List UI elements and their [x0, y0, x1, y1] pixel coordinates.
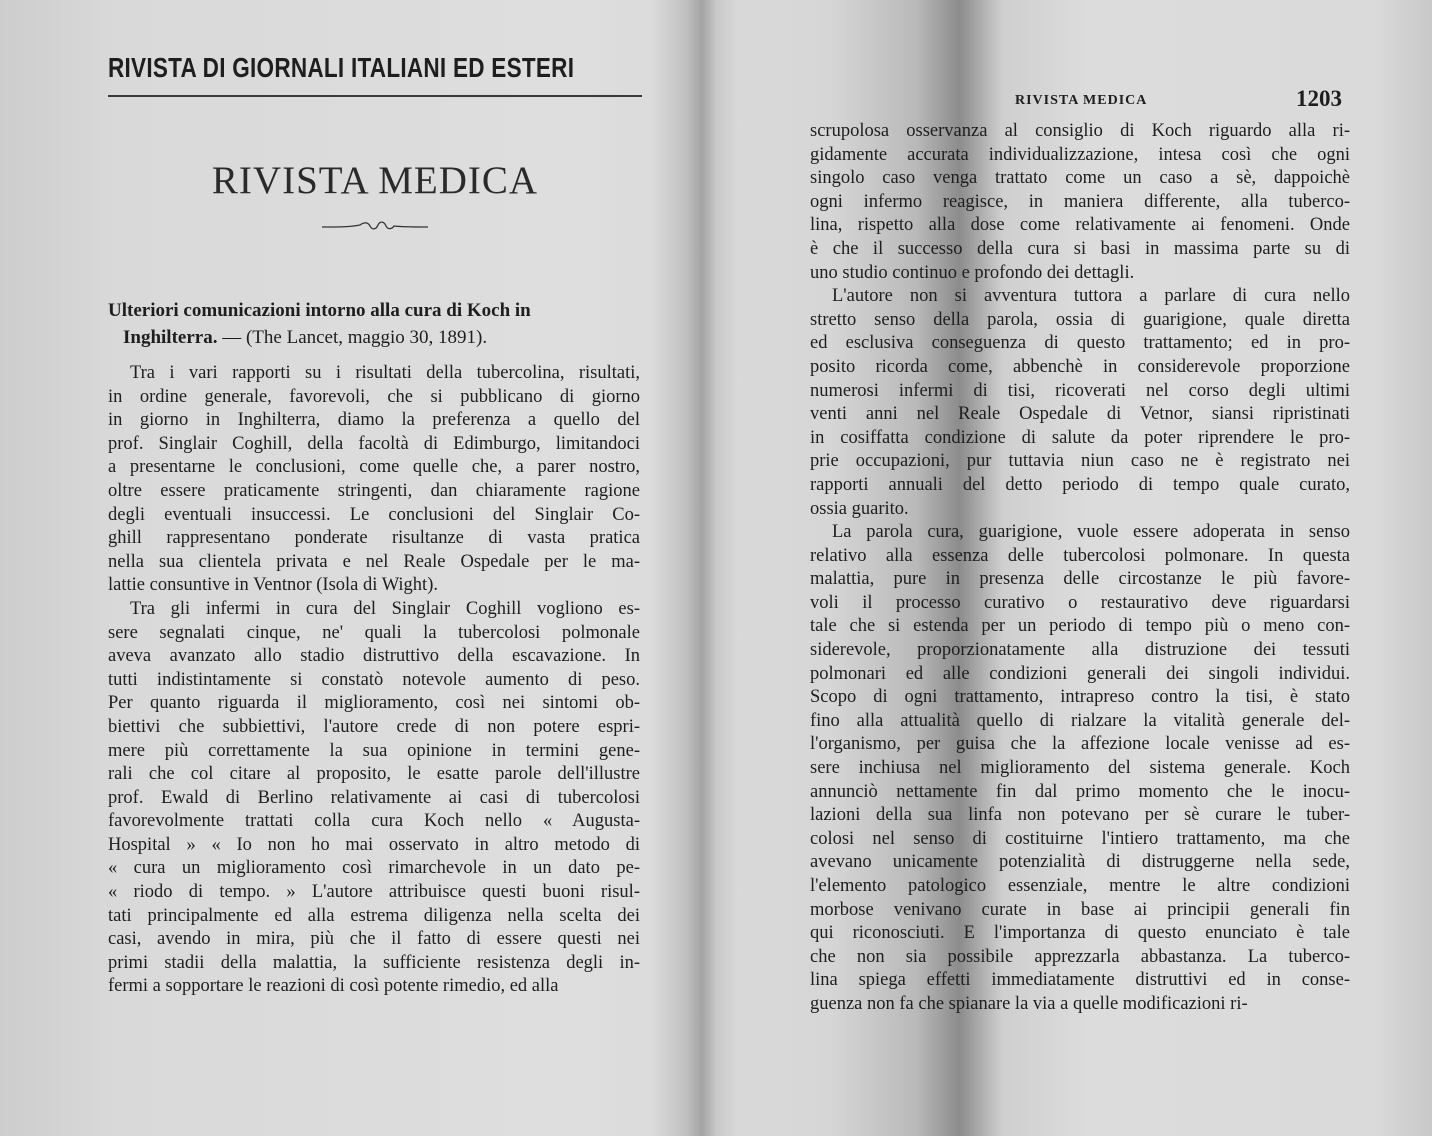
- text-line: fino alla attualità quello di rialzare la vitalità generale del-: [810, 710, 1350, 731]
- text-line: venti anni nel Reale Ospedale di Vetnor, siansi ripristinati: [810, 404, 1350, 425]
- text-line: prof. Ewald di Berlino relativamente ai casi di tubercolosi: [108, 787, 640, 808]
- text-line: posito ricorda come, abbenchè in considerevole proporzione: [810, 356, 1350, 377]
- text-line: gidamente accurata individualizzazione, intesa così che ogni: [810, 144, 1350, 165]
- section-header: RIVISTA DI GIORNALI ITALIANI ED ESTERI: [108, 52, 575, 83]
- text-line: in ordine generale, favorevoli, che si pubblicano di giorno: [108, 386, 640, 407]
- text-line: lina, rispetto alla dose come relativamente ai fenomeni. Onde: [810, 215, 1350, 236]
- text-line: lattie consuntive in Ventnor (Isola di Wight).: [108, 575, 438, 596]
- left-body-text: [108, 362, 640, 999]
- text-line: L'autore non si avventura tuttora a parlare di cura nello: [832, 286, 1350, 307]
- text-line: guenza non fa che spianare la via a quelle modificazioni ri-: [810, 993, 1248, 1014]
- text-line: sere segnalati cinque, ne' quali la tubercolosi polmonale: [108, 622, 640, 643]
- right-body-text: [810, 120, 1350, 1017]
- text-line: in giorno in Inghilterra, diamo la preferenza a quello del: [108, 410, 640, 431]
- text-line: rali che col citare al proposito, le esatte parole dell'illustre: [108, 764, 640, 785]
- article-source: — (The Lancet, maggio 30, 1891).: [217, 327, 488, 348]
- text-line: Per quanto riguarda il miglioramento, così nei sintomi ob-: [108, 693, 640, 714]
- text-line: degli eventuali insuccessi. Le conclusioni del Singlair Co-: [108, 504, 640, 525]
- text-line: sere inchiusa nel miglioramento del sistema generale. Koch: [810, 758, 1350, 779]
- text-line: « riodo di tempo. » L'autore attribuisce questi buoni risul-: [108, 882, 640, 903]
- text-line: prie occupazioni, pur tuttavia niun caso ne è registrato nei: [810, 451, 1350, 472]
- text-line: colosi nel senso di costituirne l'intiero trattamento, ma che: [810, 828, 1350, 849]
- book-spine-shadow: [652, 0, 738, 1136]
- text-line: siderevole, proporzionatamente alla distruzione dei tessuti: [810, 640, 1350, 661]
- text-line: scrupolosa osservanza al consiglio di Koch riguardo alla ri-: [810, 121, 1350, 141]
- text-line: prof. Singlair Coghill, della facoltà di Edimburgo, limitandoci: [108, 433, 640, 454]
- ornament-divider: [320, 218, 430, 234]
- text-line: morbose venivano curate in base ai principii generali fin: [810, 899, 1350, 920]
- text-line: polmonari ed alle condizioni generali dei singoli individui.: [810, 663, 1350, 684]
- text-line: stretto senso della parola, ossia di guarigione, quale diretta: [810, 309, 1350, 330]
- text-line: l'elemento patologico essenziale, mentre le altre condizioni: [810, 876, 1350, 896]
- text-line: mere più correttamente la sua opinione in termini gene-: [108, 740, 640, 761]
- text-line: ghill rappresentano ponderate risultanze di vasta pratica: [108, 528, 640, 549]
- text-line: uno studio continuo e profondo dei dettagli.: [810, 262, 1135, 283]
- text-line: l'organismo, per guisa che la affezione locale venisse ad es-: [810, 734, 1350, 755]
- text-line: lazioni della sua linfa non potevano per sè curare le tuber-: [810, 805, 1350, 826]
- text-line: avevano unicamente potenzialità di distruggerne nella sede,: [810, 852, 1350, 873]
- text-line: voli il processo curativo o restaurativo deve riguardarsi: [810, 592, 1350, 613]
- text-line: primi stadii della malattia, la sufficiente resistenza degli in-: [108, 952, 640, 973]
- text-line: tati principalmente ed alla estrema diligenza nella scelta dei: [108, 905, 640, 926]
- text-line: numerosi infermi di tisi, ricoverati nel corso degli ultimi: [810, 380, 1350, 401]
- text-line: a presentarne le conclusioni, come quelle che, a parer nostro,: [108, 457, 640, 478]
- text-line: relativo alla essenza delle tubercolosi polmonare. In questa: [810, 545, 1350, 566]
- text-line: ed esclusiva conseguenza di questo trattamento; ed in pro-: [810, 333, 1350, 354]
- text-line: casi, avendo in mira, più che il fatto di essere questi nei: [108, 929, 640, 950]
- article-title-end: Inghilterra.: [123, 327, 218, 348]
- text-line: Tra i vari rapporti su i risultati della tubercolina, risultati,: [130, 363, 640, 383]
- page-number: 1203: [1296, 86, 1342, 111]
- text-line: favorevolmente trattati colla cura Koch nello « Augusta-: [108, 811, 640, 832]
- text-line: Tra gli infermi in cura del Singlair Coghill vogliono es-: [130, 598, 640, 619]
- rubric-title: RIVISTA MEDICA: [211, 159, 539, 202]
- article-title-line-1: Ulteriori comunicazioni intorno alla cura di Koch in: [108, 300, 531, 321]
- text-line: tale che si estenda per un periodo di tempo più o meno con-: [810, 616, 1350, 637]
- text-line: singolo caso venga trattato come un caso a sè, dappoichè: [810, 168, 1350, 189]
- text-line: ossia guarito.: [810, 498, 909, 519]
- text-line: Hospital » « Io non ho mai osservato in altro metodo di: [108, 834, 640, 855]
- text-line: è che il successo della cura si basi in massima parte su di: [810, 238, 1350, 259]
- running-head: RIVISTA MEDICA: [1015, 93, 1148, 108]
- text-line: in cosiffatta condizione di salute da poter riprendere le pro-: [810, 427, 1350, 448]
- text-line: oltre essere praticamente stringenti, dan chiaramente ragione: [108, 480, 640, 501]
- text-line: aveva avanzato allo stadio distruttivo della escavazione. In: [108, 646, 640, 667]
- text-line: La parola cura, guarigione, vuole essere adoperata in senso: [832, 522, 1350, 543]
- text-line: « cura un miglioramento così rimarchevole in un dato pe-: [108, 858, 640, 879]
- article-title-line-2: [108, 324, 642, 351]
- text-line: tutti indistintamente si constatò notevole aumento di peso.: [108, 669, 640, 690]
- text-line: ogni infermo reagisce, in maniera differente, alla tuberco-: [810, 191, 1350, 212]
- text-line: annunciò nettamente fin dal primo momento che le inocu-: [810, 781, 1350, 802]
- text-line: malattia, pure in presenza delle circostanze le più favore-: [810, 569, 1350, 590]
- text-line: fermi a sopportare le reazioni di così potente rimedio, ed alla: [108, 976, 559, 997]
- text-line: nella sua clientela privata e nel Reale Ospedale per le ma-: [108, 551, 640, 572]
- text-line: qui riconosciuti. E l'importanza di questo enunciato è tale: [810, 923, 1350, 944]
- header-rule: [108, 95, 642, 97]
- text-line: rapporti annuali del detto periodo di tempo quale curato,: [810, 474, 1350, 495]
- text-line: che non sia possibile apprezzarla abbastanza. La tuberco-: [810, 946, 1350, 967]
- text-line: lina spiega effetti immediatamente distruttivi ed in conse-: [810, 970, 1350, 991]
- text-line: biettivi che subbiettivi, l'autore crede di non potere espri-: [108, 716, 640, 737]
- text-line: Scopo di ogni trattamento, intrapreso contro la tisi, è stato: [810, 687, 1350, 708]
- article-title: [108, 297, 642, 351]
- left-page: [0, 0, 666, 1136]
